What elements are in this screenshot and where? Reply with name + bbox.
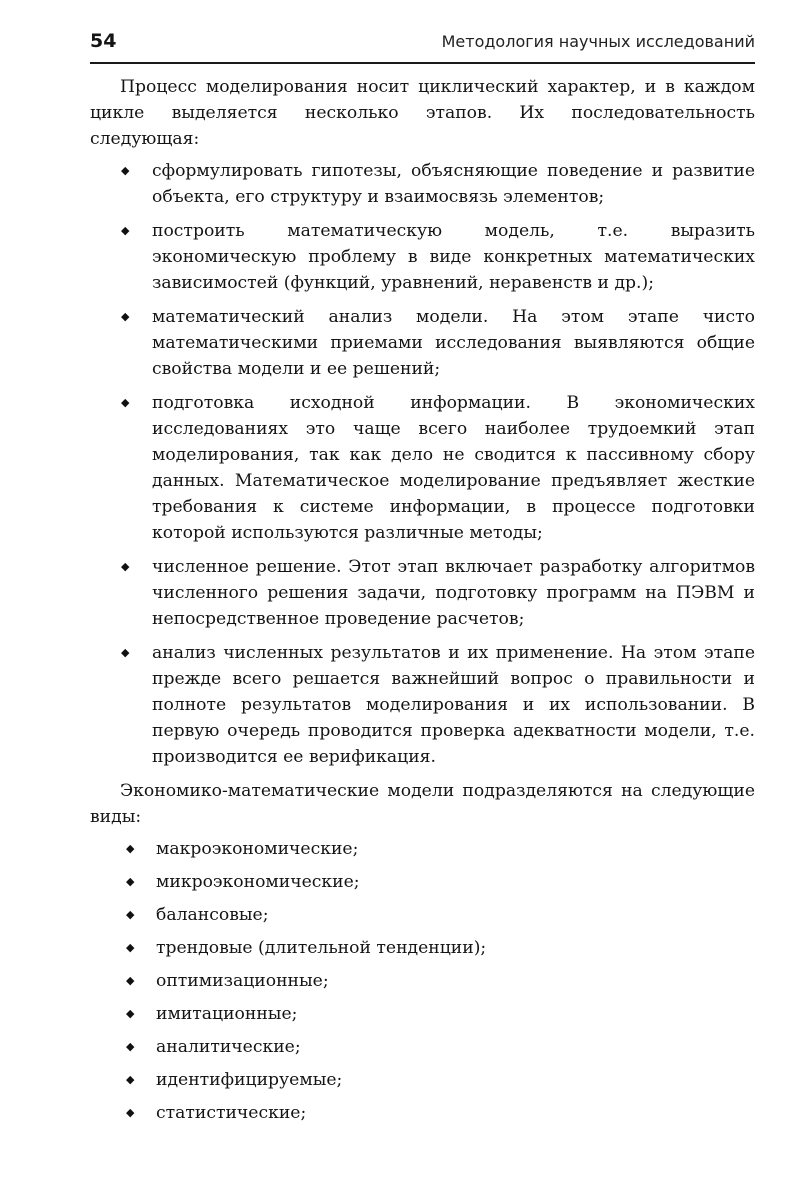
diamond-bullet-icon: ◆ (126, 842, 135, 855)
list-item (90, 1067, 755, 1100)
list-item-text: микроэкономические; (156, 872, 360, 892)
diamond-bullet-icon: ◆ (126, 875, 135, 888)
list-item-text: балансовые; (156, 905, 269, 925)
diamond-bullet-icon: ◆ (126, 1007, 135, 1020)
list-item (90, 968, 755, 1001)
list-item-text: численное решение. Этот этап включает разработку алгоритмов численного решения задачи, подготовку программ на ПЭВМ и непосредственное проведение расчетов; (152, 557, 755, 629)
list-item-text: сформулировать гипотезы, объясняющие поведение и развитие объекта, его структуру и взаимосвязь элементов; (152, 161, 755, 207)
list-item-text: идентифицируемые; (156, 1070, 343, 1090)
diamond-bullet-icon: ◆ (126, 1106, 135, 1119)
list-item (90, 304, 755, 382)
page-body (90, 74, 755, 1133)
list-item-text: подготовка исходной информации. В экономических исследованиях это чаще всего наиболее трудоемкий этап моделирования, так как дело не сводится к пассивному сбору данных. Математическое моделирование предъявляет жесткие требования к системе информации, в процессе подготовки которой используются различные методы; (152, 393, 755, 543)
list-item (90, 869, 755, 902)
diamond-bullet-icon: ◆ (121, 560, 130, 573)
page-header (90, 28, 755, 64)
diamond-bullet-icon: ◆ (126, 1040, 135, 1053)
list-item-text: построить математическую модель, т.е. выразить экономическую проблему в виде конкретных математических зависимостей (функций, уравнений, неравенств и др.); (152, 221, 755, 293)
list-item (90, 640, 755, 770)
diamond-bullet-icon: ◆ (121, 164, 130, 177)
running-title: Методология научных исследований (441, 32, 755, 51)
list-item (90, 1034, 755, 1067)
list-item-text: имитационные; (156, 1004, 298, 1024)
list-item (90, 1001, 755, 1034)
diamond-bullet-icon: ◆ (121, 396, 130, 409)
diamond-bullet-icon: ◆ (126, 908, 135, 921)
list-item-text: анализ численных результатов и их применение. На этом этапе прежде всего решается важнейший вопрос о правильности и полноте результатов моделирования и их использовании. В первую очередь проводится проверка адекватности модели, т.е. производится ее верификация. (152, 643, 755, 767)
list-item (90, 390, 755, 546)
list-item-text: макроэкономические; (156, 839, 359, 859)
list-item (90, 218, 755, 296)
list-item (90, 554, 755, 632)
list-item-text: математический анализ модели. На этом этапе чисто математическими приемами исследования выявляются общие свойства модели и ее решений; (152, 307, 755, 379)
list-item (90, 836, 755, 869)
diamond-bullet-icon: ◆ (121, 310, 130, 323)
types-intro-paragraph: Экономико-математические модели подразделяются на следующие виды: (90, 781, 755, 827)
list-item (90, 935, 755, 968)
list-item-text: статистические; (156, 1103, 307, 1123)
list-item-text: трендовые (длительной тенденции); (156, 938, 487, 958)
list-item-text: аналитические; (156, 1037, 301, 1057)
diamond-bullet-icon: ◆ (121, 224, 130, 237)
list-item (90, 1100, 755, 1133)
modeling-steps-list (90, 158, 755, 770)
model-types-list (90, 836, 755, 1133)
book-page (90, 28, 755, 1133)
list-item-text: оптимизационные; (156, 971, 329, 991)
diamond-bullet-icon: ◆ (126, 974, 135, 987)
list-item (90, 158, 755, 210)
diamond-bullet-icon: ◆ (126, 1073, 135, 1086)
page-number: 54 (90, 30, 117, 52)
intro-paragraph: Процесс моделирования носит циклический характер, и в каждом цикле выделяется несколько этапов. Их последовательность следующая: (90, 77, 755, 149)
diamond-bullet-icon: ◆ (126, 941, 135, 954)
list-item (90, 902, 755, 935)
diamond-bullet-icon: ◆ (121, 646, 130, 659)
